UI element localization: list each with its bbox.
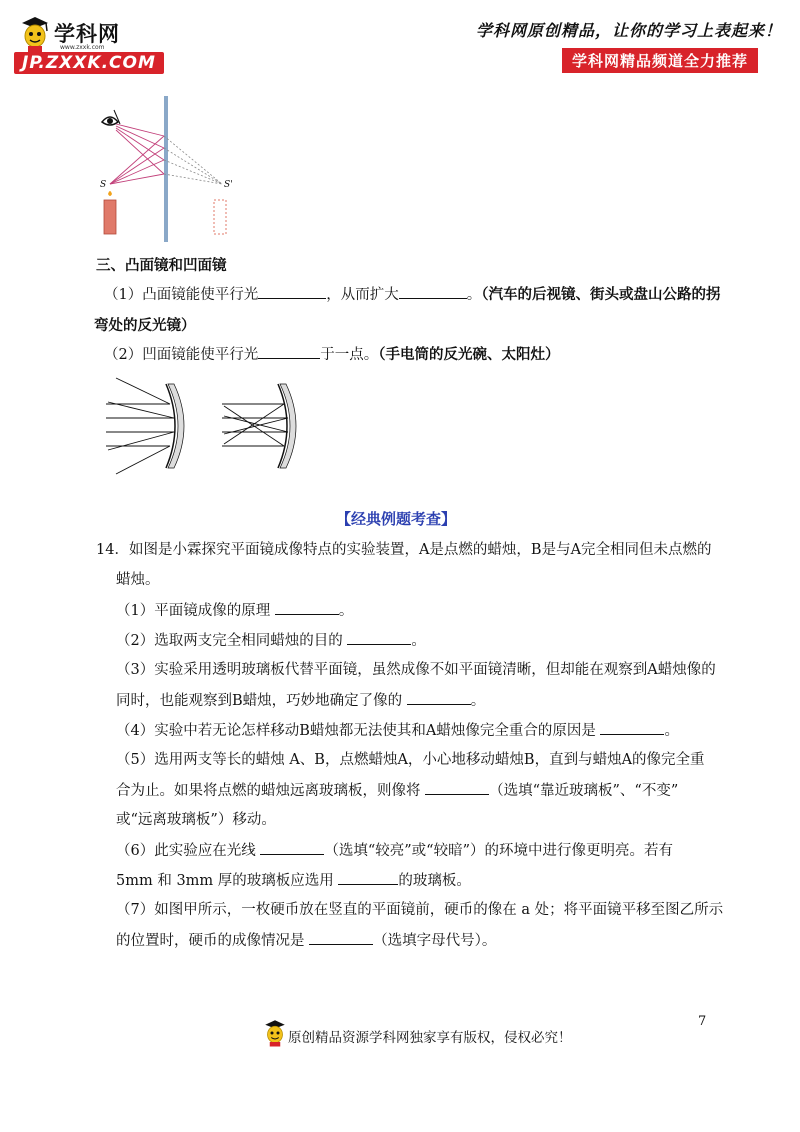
- answer-blank[interactable]: [425, 780, 489, 795]
- convex-mirror: [106, 378, 184, 474]
- plane-mirror-diagram: [96, 96, 246, 244]
- q14-part4: （4）实验中若无论怎样移动B蜡烛都无法使其和A蜡烛像完全重合的原因是 。: [116, 720, 679, 741]
- logo-url-small: www.zxxk.com: [60, 44, 105, 51]
- q14-part7-line1: （7）如图甲所示，一枚硬币放在竖直的平面镜前，硬币的像在 a 处；将平面镜平移至图乙所示: [116, 902, 724, 918]
- header-slogan-banner: 学科网精品频道全力推荐: [562, 48, 758, 73]
- answer-blank[interactable]: [347, 630, 411, 645]
- answer-blank[interactable]: [260, 840, 324, 855]
- candle-virtual-icon: [214, 200, 226, 234]
- mascot-footer-icon: [262, 1018, 288, 1048]
- answer-blank[interactable]: [600, 720, 664, 735]
- logo-banner: JP.ZXXK.COM: [14, 52, 164, 74]
- logo-name: 学科网: [54, 22, 120, 46]
- q14-part3-line1: （3）实验采用透明玻璃板代替平面镜，虽然成像不如平面镜清晰，但却能在观察到A蜡烛像的: [116, 662, 716, 678]
- section3-item1-cont: 弯处的反光镜）: [94, 317, 196, 334]
- blank[interactable]: [258, 344, 320, 359]
- answer-blank[interactable]: [338, 870, 398, 885]
- mascot-logo-icon: [18, 14, 52, 54]
- plane-mirror-figure: [96, 96, 246, 244]
- section3-item2: （2）凹面镜能使平行光 于一点。（手电筒的反光碗、太阳灶）: [104, 346, 560, 363]
- q14-part6-line2: 5mm 和 3mm 厚的玻璃板应选用 的玻璃板。: [116, 870, 471, 891]
- eye-icon: [102, 110, 120, 125]
- section3-heading: 三、凸面镜和凹面镜: [96, 257, 227, 274]
- examples-title: 【经典例题考查】: [336, 510, 457, 528]
- q14-part5-line2: 合为止。如果将点燃的蜡烛远离玻璃板，则像将 （选填“靠近玻璃板”、“不变”: [116, 780, 678, 801]
- q14-part1: （1）平面镜成像的原理 。: [116, 600, 353, 621]
- q14-part5-line3: 或“远离玻璃板”）移动。: [116, 812, 276, 828]
- q14-stem-line2: 蜡烛。: [116, 572, 160, 588]
- answer-blank[interactable]: [309, 930, 373, 945]
- answer-blank[interactable]: [275, 600, 339, 615]
- curved-mirror-figure: [96, 374, 306, 478]
- q14-part2: （2）选取两支完全相同蜡烛的目的 。: [116, 630, 426, 651]
- header: [0, 0, 800, 80]
- section3-item1: （1）凸面镜能使平行光 ，从而扩大 。（汽车的后视镜、街头或盘山公路的拐: [104, 286, 721, 303]
- label-s: S: [100, 180, 107, 190]
- q14-part7-line2: 的位置时，硬币的成像情况是 （选填字母代号）。: [116, 930, 496, 951]
- footer-copyright: 原创精品资源学科网独家享有版权，侵权必究！: [288, 1030, 572, 1046]
- label-s-prime: S': [224, 180, 233, 190]
- candle-real-icon: [104, 191, 116, 234]
- blank[interactable]: [399, 284, 467, 299]
- q14-stem-line1: 14．如图是小霖探究平面镜成像特点的实验装置，A是点燃的蜡烛，B是与A完全相同但未点燃的: [96, 542, 712, 558]
- header-slogan: 学科网原创精品，让你的学习上表起来！: [476, 21, 783, 40]
- curved-mirror-diagram: [96, 374, 306, 478]
- q14-part3-line2: 同时，也能观察到B蜡烛，巧妙地确定了像的 。: [116, 690, 485, 711]
- q14-part6-line1: （6）此实验应在光线 （选填“较亮”或“较暗”）的环境中进行像更明亮。若有: [116, 840, 673, 861]
- page-number: 7: [698, 1014, 707, 1029]
- blank[interactable]: [258, 284, 326, 299]
- concave-mirror: [222, 384, 296, 468]
- q14-part5-line1: （5）选用两支等长的蜡烛 A、B，点燃蜡烛A，小心地移动蜡烛B，直到与蜡烛A的像完全重: [116, 752, 705, 768]
- answer-blank[interactable]: [407, 690, 471, 705]
